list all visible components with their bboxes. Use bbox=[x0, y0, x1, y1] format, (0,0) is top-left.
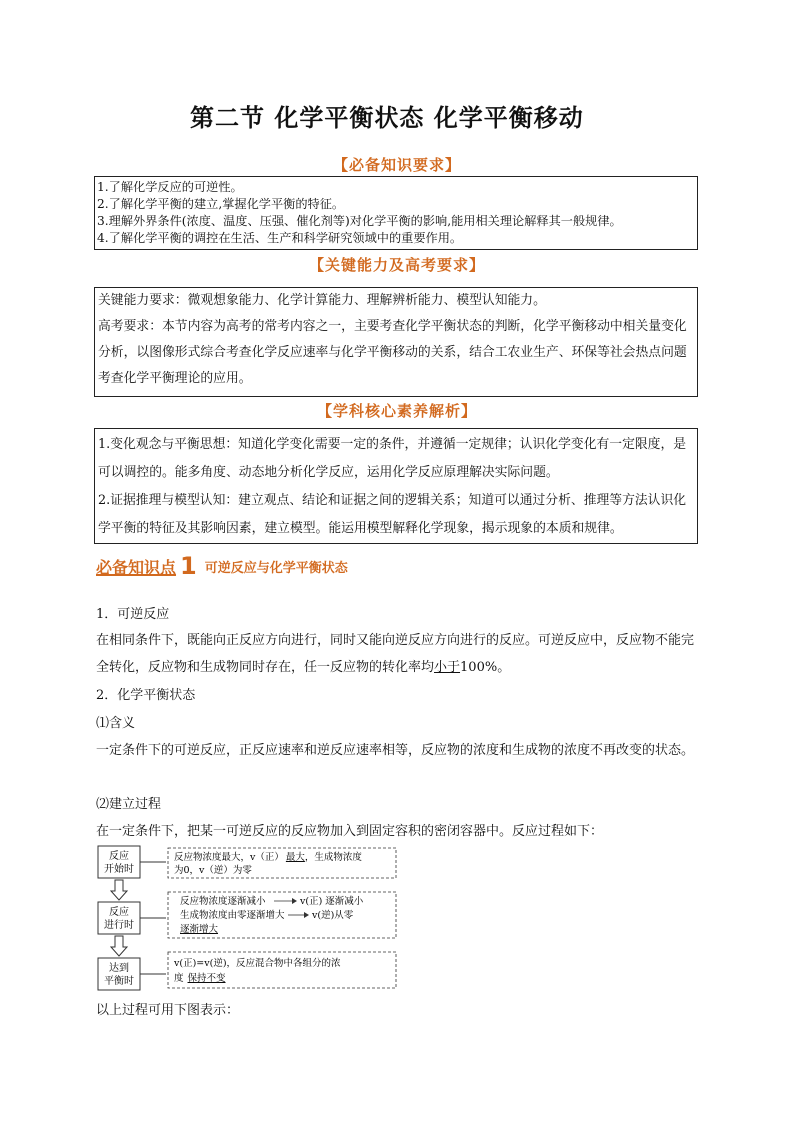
stage-box-start bbox=[98, 846, 140, 878]
down-arrow-icon bbox=[111, 936, 127, 956]
svg-text:开始时: 开始时 bbox=[104, 864, 134, 875]
svg-text:达到: 达到 bbox=[109, 963, 129, 974]
literacy-text-1: 1.变化观念与平衡思想：知道化学变化需要一定的条件，并遵循一定规律；认识化学变化有一定限度，是可以调控的。能多角度、动态地分析化学反应，运用化学反应原理解决实际问题。 bbox=[98, 437, 687, 480]
underlined-answer: 小于 bbox=[434, 660, 461, 675]
desc-start bbox=[174, 851, 362, 876]
heading-reversible-reaction: 1．可逆反应 bbox=[96, 607, 170, 622]
desc-progress bbox=[180, 895, 364, 935]
required-item: 1.了解化学反应的可逆性。 bbox=[97, 180, 243, 194]
stage-box-progress bbox=[98, 902, 140, 934]
knowledge-point-title: 可逆反应与化学平衡状态 bbox=[204, 561, 348, 576]
subheading-meaning: ⑴含义 bbox=[96, 716, 136, 731]
ability-box bbox=[94, 287, 698, 397]
svg-text:反应: 反应 bbox=[109, 907, 129, 918]
meaning-text: 一定条件下的可逆反应，正反应速率和逆反应速率相等，反应物的浓度和生成物的浓度不再改变的状态。 bbox=[96, 743, 695, 758]
section-heading-literacy: 【学科核心素养解析】 bbox=[316, 402, 477, 420]
section-heading-ability: 【关键能力及高考要求】 bbox=[308, 256, 485, 274]
svg-text:为0，v（逆）为零: 为0，v（逆）为零 bbox=[174, 865, 252, 876]
svg-text:平衡时: 平衡时 bbox=[104, 976, 134, 987]
svg-text:反应物浓度最大，v（正）最大，生成物浓度: 反应物浓度最大，v（正） 最大，生成物浓度 bbox=[174, 852, 362, 863]
svg-text:反应: 反应 bbox=[109, 851, 129, 862]
svg-text:v(正) 逐渐减小: v(正) 逐渐减小 bbox=[300, 896, 364, 907]
ability-text: 关键能力要求：微观想象能力、化学计算能力、理解辨析能力、模型认知能力。 bbox=[98, 293, 546, 308]
svg-text:进行时: 进行时 bbox=[104, 920, 134, 931]
literacy-box bbox=[94, 428, 698, 544]
exam-requirement-text: 高考要求：本节内容为高考的常考内容之一，主要考查化学平衡状态的判断，化学平衡移动中相关量变化分析，以图像形式综合考查化学反应速率与化学平衡移动的关系，结合工农业生产、环保等社会热点问题考查化学平衡理论的应用。 bbox=[98, 319, 687, 386]
subheading-process: ⑵建立过程 bbox=[96, 797, 162, 812]
down-arrow-icon bbox=[111, 880, 127, 900]
heading-equilibrium-state: 2．化学平衡状态 bbox=[96, 688, 196, 703]
knowledge-point-number: 1 bbox=[180, 552, 197, 580]
knowledge-point-header bbox=[96, 552, 348, 578]
svg-text:生成物浓度由零逐渐增大: 生成物浓度由零逐渐增大 bbox=[180, 910, 285, 921]
literacy-text-2: 2.证据推理与模型认知：建立观点、结论和证据之间的逻辑关系；知道可以通过分析、推理等方法认识化学平衡的特征及其影响因素，建立模型。能运用模型解释化学现象，揭示现象的本质和规律。 bbox=[98, 493, 687, 536]
svg-text:v(逆)从零: v(逆)从零 bbox=[312, 910, 354, 921]
reversible-reaction-text: 在相同条件下，既能向正反应方向进行，同时又能向逆反应方向进行的反应。可逆反应中，反应物不能完全转化，反应物和生成物同时存在，任一反应物的转化率均小于100%。 bbox=[96, 633, 695, 675]
svg-text:v(正)=v(逆)，反应混合物中各组分的浓: v(正)=v(逆)，反应混合物中各组分的浓 bbox=[174, 958, 341, 969]
required-item: 3.理解外界条件(浓度、温度、压强、催化剂等)对化学平衡的影响,能用相关理论解释其一般规律。 bbox=[97, 214, 622, 228]
stage-box-equilibrium bbox=[98, 958, 140, 990]
section-heading-required: 【必备知识要求】 bbox=[332, 156, 461, 174]
diagram-caption: 以上过程可用下图表示： bbox=[96, 1003, 240, 1018]
svg-text:度保持不变: 度 保持不变 bbox=[174, 973, 226, 984]
svg-text:反应物浓度逐渐减小: 反应物浓度逐渐减小 bbox=[180, 896, 266, 907]
required-item: 2.了解化学平衡的建立,掌握化学平衡的特征。 bbox=[97, 197, 345, 211]
page-title: 第二节 化学平衡状态 化学平衡移动 bbox=[190, 104, 584, 132]
knowledge-point-label: 必备知识点 bbox=[96, 558, 177, 577]
desc-equilibrium bbox=[173, 957, 341, 984]
required-item: 4.了解化学平衡的调控在生活、生产和科学研究领域中的重要作用。 bbox=[97, 231, 463, 245]
process-intro-text: 在一定条件下，把某一可逆反应的反应物加入到固定容积的密闭容器中。反应过程如下： bbox=[96, 824, 604, 839]
required-knowledge-box bbox=[94, 176, 698, 250]
equilibrium-process-diagram bbox=[96, 842, 400, 992]
svg-text:逐渐增大: 逐渐增大 bbox=[180, 924, 219, 935]
